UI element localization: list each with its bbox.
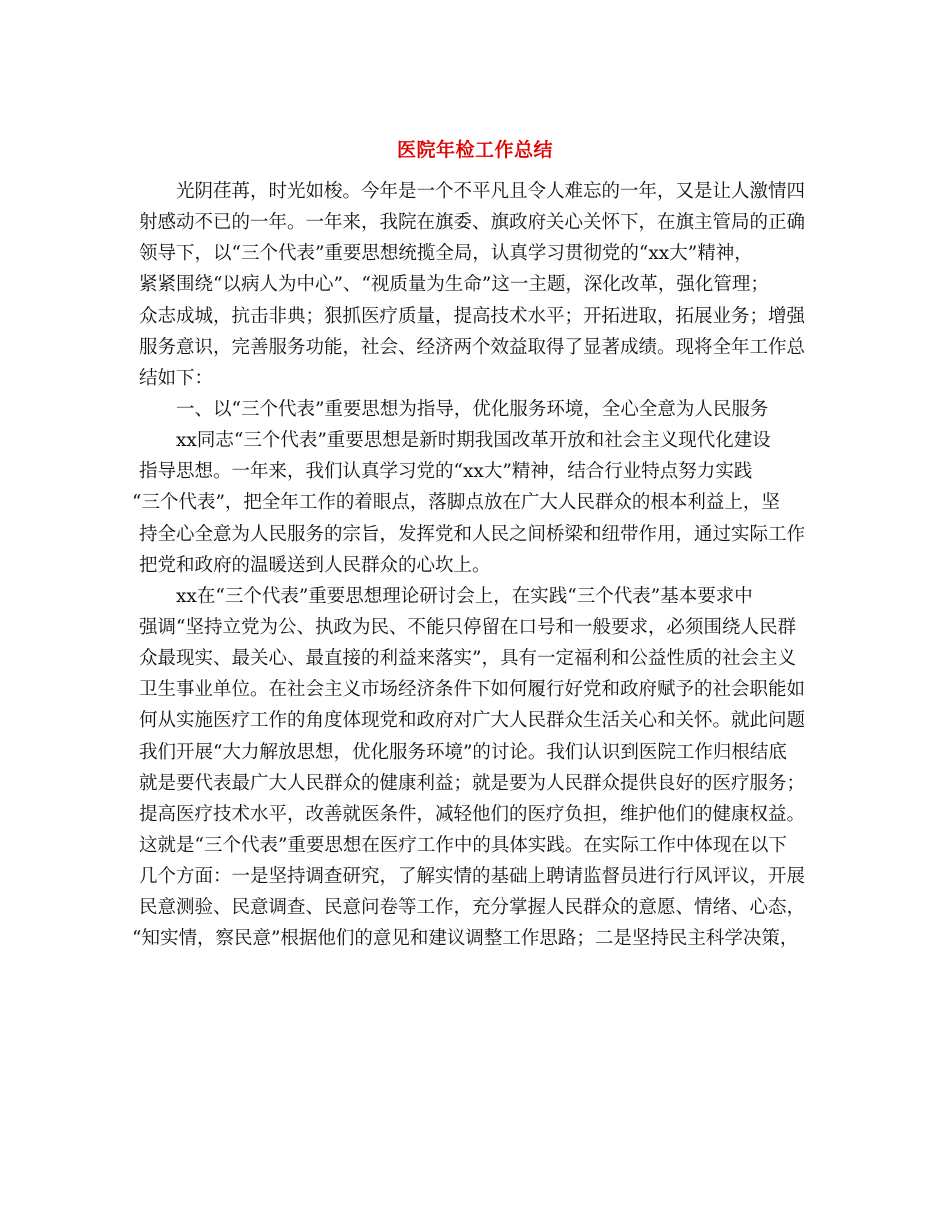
paragraph-line: 紧紧围绕“以病人为中心”、“视质量为生命”这一主题，深化改革，强化管理；	[139, 274, 769, 296]
paragraph-line: 把党和政府的温暖送到人民群众的心坎上。	[139, 554, 491, 576]
paragraph-line: 这就是“三个代表”重要思想在医疗工作中的具体实践。在实际工作中体现在以下	[139, 834, 787, 856]
paragraph-line: xx同志“三个代表”重要思想是新时期我国改革开放和社会主义现代化建设	[176, 430, 771, 452]
section-heading: 一、以“三个代表”重要思想为指导，优化服务环境，全心全意为人民服务	[176, 398, 769, 420]
paragraph-line: “知实情，察民意”根据他们的意见和建议调整工作思路；二是坚持民主科学决策，	[132, 928, 799, 950]
paragraph-line: 领导下，以“三个代表”重要思想统揽全局，认真学习贯彻党的“xx大”精神，	[139, 243, 753, 265]
document-body	[132, 176, 819, 955]
paragraph-line: 众志成城，抗击非典；狠抓医疗质量，提高技术水平；开拓进取，拓展业务；增强	[139, 305, 806, 327]
paragraph-line: 强调“坚持立党为公、执政为民、不能只停留在口号和一般要求，必须围绕人民群	[139, 616, 796, 638]
paragraph-line: 提高医疗技术水平，改善就医条件，减轻他们的医疗负担，维护他们的健康权益。	[139, 803, 806, 825]
paragraph-line: “三个代表”，把全年工作的着眼点，落脚点放在广大人民群众的根本利益上，坚	[132, 492, 780, 514]
paragraph-line: 射感动不已的一年。一年来，我院在旗委、旗政府关心关怀下，在旗主管局的正确	[139, 212, 806, 234]
paragraph-line: 我们开展“大力解放思想，优化服务环境”的讨论。我们认识到医院工作归根结底	[139, 741, 787, 763]
paragraph-line: 就是要代表最广大人民群众的健康利益；就是要为人民群众提供良好的医疗服务；	[139, 772, 806, 794]
paragraph-line: xx在“三个代表”重要思想理论研讨会上，在实践“三个代表”基本要求中	[176, 585, 753, 607]
paragraph-line: 众最现实、最关心、最直接的利益来落实”，具有一定福利和公益性质的社会主义	[139, 648, 796, 670]
paragraph-line: 服务意识，完善服务功能，社会、经济两个效益取得了显著成绩。现将全年工作总	[139, 336, 806, 358]
paragraph-line: 光阴荏苒，时光如梭。今年是一个不平凡且令人难忘的一年，又是让人激情四	[176, 181, 806, 202]
paragraph-line: 卫生事业单位。在社会主义市场经济条件下如何履行好党和政府赋予的社会职能如	[139, 679, 806, 701]
paragraph-line: 结如下：	[139, 367, 214, 389]
paragraph-line: 几个方面：一是坚持调查研究，了解实情的基础上聘请监督员进行行风评议，开展	[139, 866, 806, 888]
document-title: 医院年检工作总结	[396, 139, 553, 161]
paragraph-line: 持全心全意为人民服务的宗旨，发挥党和人民之间桥梁和纽带作用，通过实际工作	[139, 523, 806, 545]
paragraph-line: 民意测验、民意调查、民意问卷等工作，充分掌握人民群众的意愿、情绪、心态，	[139, 897, 806, 919]
paragraph-line: 指导思想。一年来，我们认真学习党的“xx大”精神，结合行业特点努力实践	[139, 461, 753, 483]
paragraph-line: 何从实施医疗工作的角度体现党和政府对广大人民群众生活关心和关怀。就此问题	[139, 710, 806, 732]
